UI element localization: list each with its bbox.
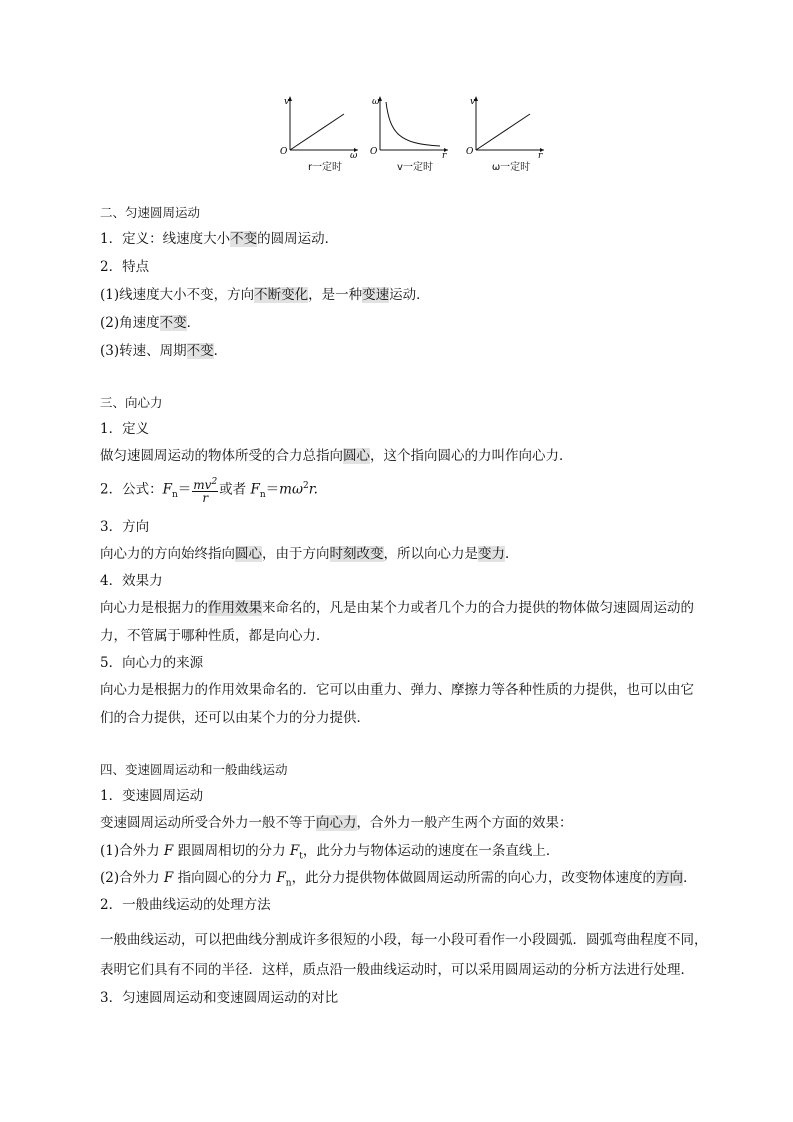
text: ．: [683, 870, 697, 886]
highlight: 变速: [362, 287, 390, 303]
text: (2)合外力: [100, 870, 164, 886]
text: ，所以向心力是: [383, 546, 478, 562]
highlight: 变力: [478, 546, 505, 562]
subscript: t: [299, 851, 303, 862]
s3-source-title: 5．向心力的来源: [100, 655, 204, 671]
s4-general-line1: 一般曲线运动，可以把曲线分割成许多很短的小段，每一小段可看作一小段圆弧．圆弧弯曲程度不同，: [100, 932, 708, 948]
subscript: n: [171, 490, 178, 501]
s3-direction-title: 3．方向: [100, 519, 150, 535]
graph-figures: [270, 92, 560, 180]
fraction-numerator: [192, 476, 218, 492]
graph1-y-label: v: [284, 97, 290, 107]
text: (1)线速度大小不变，方向: [100, 287, 255, 303]
text: 跟圆周相切的分力: [173, 843, 290, 859]
graph3-y-label: v: [470, 97, 476, 107]
graph3-caption: ω一定时: [491, 162, 531, 173]
graph2-caption: v一定时: [397, 162, 433, 173]
symbol: F: [250, 481, 260, 498]
subscript: n: [259, 490, 266, 501]
text: ＝: [177, 481, 192, 498]
text: ．: [186, 315, 201, 331]
section2-title: 二、匀速圆周运动: [100, 205, 201, 220]
graph-v-omega: [280, 92, 360, 180]
text: 变速圆周运动所受合外力一般不等于: [100, 815, 316, 831]
s4-compare-title: 3．匀速圆周运动和变速圆周运动的对比: [100, 990, 339, 1006]
s3-source-line2: 们的合力提供，还可以由某个力的分力提供．: [100, 710, 370, 726]
s3-effect-line2: 力，不管属于哪种性质，都是向心力．: [100, 628, 330, 644]
graph1-origin: O: [280, 147, 288, 157]
text: (3)转速、周期: [100, 343, 187, 359]
graph2-x-label: r: [442, 151, 447, 161]
graph2-y-label: ω: [372, 97, 380, 107]
s4-general-title: 2．一般曲线运动的处理方法: [100, 897, 271, 913]
highlight: 时刻改变: [329, 546, 384, 562]
s4-effect-1: [100, 841, 559, 867]
symbol: F: [163, 843, 174, 859]
s3-direction: [100, 544, 519, 564]
graph-v-omega-plot: [280, 92, 360, 161]
graph1-caption: r一定时: [307, 162, 343, 173]
symbol: r.: [308, 481, 318, 498]
graph-omega-r: [370, 92, 450, 180]
subscript: n: [285, 878, 292, 889]
text: (1)合外力: [100, 843, 164, 859]
highlight: 方向: [656, 870, 684, 886]
superscript: 2: [211, 477, 218, 487]
text: 1．定义：线速度大小: [100, 231, 231, 247]
text: mv: [193, 478, 212, 492]
graph2-origin: O: [370, 147, 378, 157]
s4-variable: [100, 813, 573, 833]
highlight: 不变: [159, 315, 187, 331]
s3-source-line1: 向心力是根据力的作用效果命名的．它可以由重力、弹力、摩擦力等各种性质的力提供，也可以由它: [100, 682, 694, 698]
s3-definition-title: 1．定义: [100, 421, 150, 437]
s3-definition: [100, 446, 573, 466]
highlight: 不变: [186, 343, 214, 359]
s3-effect-title: 4．效果力: [100, 573, 163, 589]
section4-title: 四、变速圆周运动和一般曲线运动: [100, 762, 288, 777]
text: ．: [213, 343, 228, 359]
text: ，合外力一般产生两个方面的效果：: [356, 815, 573, 831]
s2-features-title: 2．特点: [100, 259, 150, 275]
text: ，由于方向: [262, 546, 330, 562]
graph1-x-label: ω: [350, 151, 358, 161]
text: 向心力是根据力的: [100, 600, 208, 616]
text: 或者: [219, 481, 251, 498]
highlight: 不断变化: [254, 287, 309, 303]
fraction-denominator: r: [202, 491, 209, 505]
s2-feature-3: [100, 341, 227, 361]
text: ．: [505, 546, 519, 562]
s2-feature-1: [100, 285, 430, 305]
graph-v-r: [466, 92, 546, 180]
text: (2)角速度: [100, 315, 160, 331]
fraction: [192, 476, 218, 504]
text: ＝: [265, 481, 280, 498]
s4-general-line2: 表明它们具有不同的半径．这样，质点沿一般曲线运动时，可以采用圆周运动的分析方法进行处理．: [100, 962, 694, 978]
symbol: F: [276, 870, 286, 886]
highlight: 向心力: [316, 815, 357, 831]
symbol: mω: [279, 481, 303, 498]
graph3-origin: O: [466, 147, 474, 157]
s4-variable-title: 1．变速圆周运动: [100, 788, 204, 804]
s4-effect-2: [100, 868, 697, 894]
symbol: F: [289, 843, 300, 859]
highlight: 圆心: [343, 448, 370, 464]
superscript: 2: [302, 481, 309, 491]
text: 运动．: [389, 287, 430, 303]
text: ，此分力与物体运动的速度在一条直线上．: [302, 843, 560, 859]
text: 向心力的方向始终指向: [100, 546, 235, 562]
section3-title: 三、向心力: [100, 395, 163, 410]
text: 的圆周运动．: [257, 231, 339, 247]
text: 来命名的，凡是由某个力或者几个力的合力提供的物体做匀速圆周运动的: [262, 600, 694, 616]
s2-feature-2: [100, 313, 200, 333]
graph-v-r-plot: [466, 92, 546, 161]
text: 2．公式：: [100, 481, 163, 498]
graph3-x-label: r: [538, 151, 543, 161]
highlight: 作用效果: [208, 600, 262, 616]
highlight: 不变: [230, 231, 258, 247]
text: 指向圆心的分力: [173, 870, 277, 886]
s2-definition: [100, 229, 338, 249]
highlight: 圆心: [235, 546, 262, 562]
text: ，此分力提供物体做圆周运动所需的向心力，改变物体速度的: [291, 870, 657, 886]
text: ，是一种: [308, 287, 363, 303]
symbol: F: [163, 870, 174, 886]
text: ，这个指向圆心的力叫作向心力．: [370, 448, 573, 464]
graph-omega-r-plot: [370, 92, 450, 161]
s3-formula: [100, 476, 318, 505]
s3-effect-line1: [100, 598, 694, 618]
text: 做匀速圆周运动的物体所受的合力总指向: [100, 448, 343, 464]
symbol: F: [162, 481, 172, 498]
